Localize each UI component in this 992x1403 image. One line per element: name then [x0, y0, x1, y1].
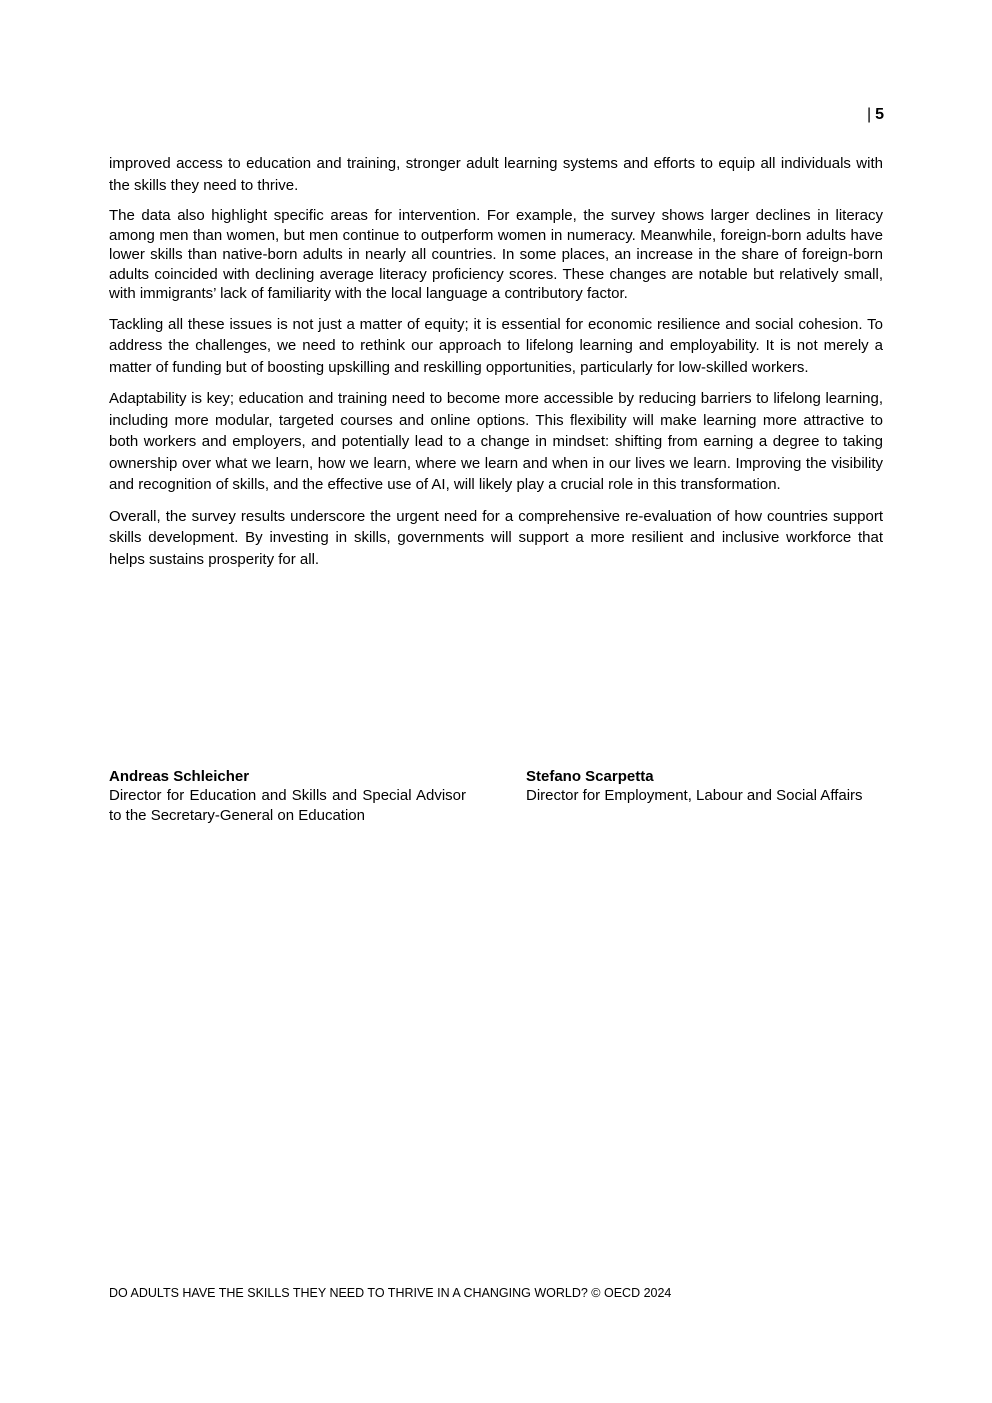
signature-block-scarpetta	[526, 767, 883, 806]
page-number-header	[867, 106, 884, 124]
paragraph-3: Tackling all these issues is not just a matter of equity; it is essential for economic resilience and social cohesion. To address the challenges, we need to rethink our approach to lifelong learning and employability. It is not merely a matter of funding but of boosting upskilling and reskilling opportunities, particularly for low-skilled workers.	[109, 315, 883, 376]
paragraph-2: The data also highlight specific areas for intervention. For example, the survey shows larger declines in literacy among men than women, but men continue to outperform women in numeracy. Meanwhile, foreign-born adults have lower skills than native-born adults in nearly all countries. In some places, an increase in the share of foreign-born adults coincided with declining average literacy proficiency scores. These changes are notable but relatively small, with immigrants’ lack of familiarity with the local language a contributory factor.	[109, 207, 883, 302]
foreword-body	[109, 153, 883, 580]
signatory-name: Andreas Schleicher	[109, 768, 250, 785]
paragraph-5: Overall, the survey results underscore the urgent need for a comprehensive re-evaluation of how countries support skills development. By investing in skills, governments will support a more resilient and inclusive workforce that helps sustains prosperity for all.	[109, 507, 883, 568]
page-separator: |	[866, 106, 872, 123]
paragraph-4: Adaptability is key; education and training need to become more accessible by reducing barriers to lifelong learning, including more modular, targeted courses and online options. This flexibility will make learning more attractive to both workers and employers, and potentially lead to a change in mindset: shifting from earning a degree to taking ownership over what we learn, how we learn, where we learn and when in our lives we learn. Improving the visibility and recognition of skills, and the effective use of AI, will likely play a crucial role in this transformation.	[109, 390, 883, 493]
paragraph-1: improved access to education and training, stronger adult learning systems and efforts to equip all individuals with the skills they need to thrive.	[109, 155, 883, 194]
signatory-title: Director for Employment, Labour and Social Affairs	[526, 787, 863, 805]
signature-block-schleicher	[109, 767, 466, 825]
page-number: 5	[875, 106, 884, 123]
page-footer: DO ADULTS HAVE THE SKILLS THEY NEED TO THRIVE IN A CHANGING WORLD? © OECD 2024	[109, 1286, 672, 1300]
signatory-name: Stefano Scarpetta	[526, 768, 654, 785]
signatory-title: Director for Education and Skills and Special Advisor to the Secretary-General on Education	[109, 787, 466, 824]
